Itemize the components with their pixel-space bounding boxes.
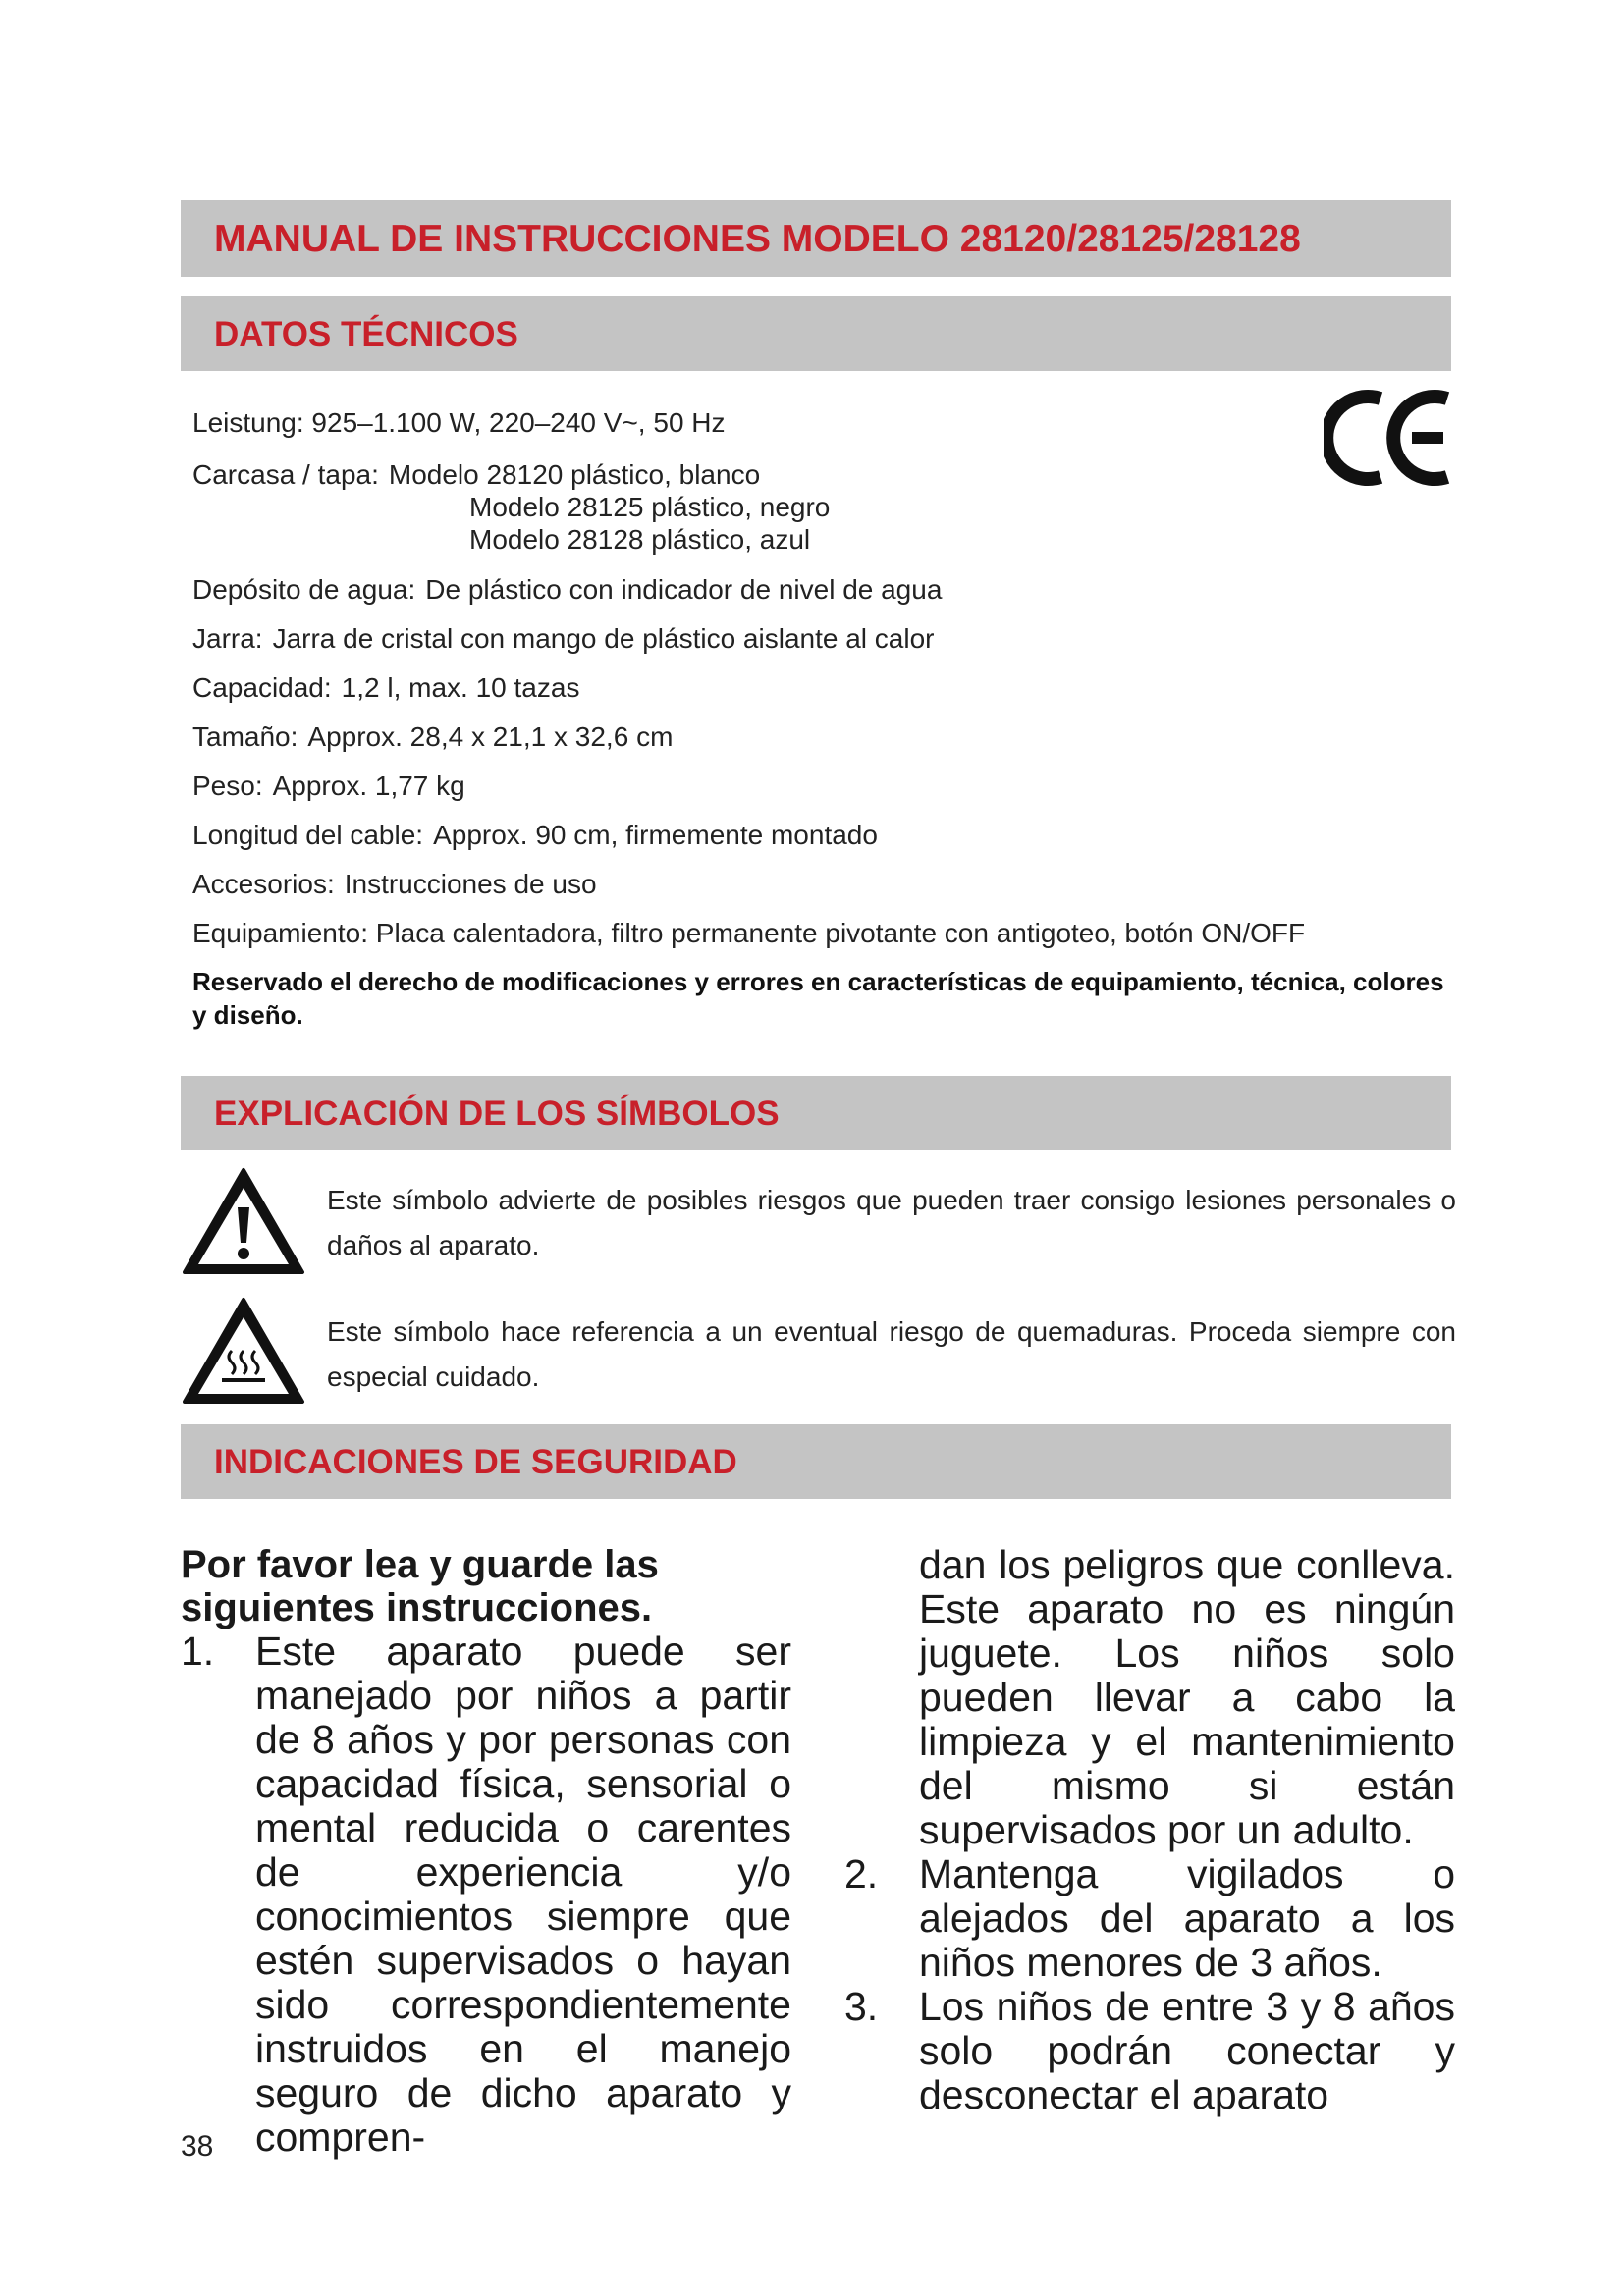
manual-title: MANUAL DE INSTRUCCIONES MODELO 28120/28125/28128 [214,218,1301,260]
warning-triangle-icon [181,1164,306,1278]
safety-item-2-text: Mantenga vigilados o alejados del aparato a los niños menores de 3 años. [919,1851,1455,1985]
spec-capacidad-label: Capacidad: [192,672,332,703]
safety-column-left [181,1543,791,2160]
spec-leistung: Leistung: 925–1.100 W, 220–240 V~, 50 Hz [192,407,726,438]
spec-accesorios [192,868,597,901]
spec-tamano [192,721,673,754]
safety-item-1-text: Este aparato puede ser manejado por niños a partir de 8 años y por personas con capacidad física, sensorial o mental reducida o carentes de experiencia y/o conocimientos siempre que estén supervisados o hayan sido correspondientemente instruidos en el manejo seguro de dicho aparato y compren- [255,1629,791,2160]
datos-tecnicos-heading: DATOS TÉCNICOS [214,315,518,353]
spec-cable-label: Longitud del cable: [192,820,424,850]
manual-title-band [181,200,1451,277]
spec-carcasa-model-1: Modelo 28120 plástico, blanco [388,459,761,490]
spec-carcasa-model-3: Modelo 28128 plástico, azul [469,524,811,555]
spec-jarra-value: Jarra de cristal con mango de plástico aislante al calor [272,623,935,654]
spec-jarra [192,622,934,656]
spec-deposito [192,573,942,607]
spec-accesorios-label: Accesorios: [192,869,335,899]
safety-column-right [844,1543,1455,2117]
seguridad-heading: INDICACIONES DE SEGURIDAD [214,1443,737,1481]
spec-carcasa [192,458,760,492]
spec-tamano-label: Tamaño: [192,721,298,752]
spec-carcasa-model-2: Modelo 28125 plástico, negro [469,492,831,522]
ce-mark-icon [1324,387,1455,489]
safety-item-3 [844,1985,1455,2117]
spec-cable-value: Approx. 90 cm, firmemente montado [433,820,878,850]
page-number: 38 [181,2130,214,2163]
safety-item-2 [844,1852,1455,1985]
spec-equipamiento: Equipamiento: Placa calentadora, filtro permanente pivotante con antigoteo, botón ON/OFF [192,918,1306,948]
spec-capacidad-value: 1,2 l, max. 10 tazas [341,672,580,703]
spec-tamano-value: Approx. 28,4 x 21,1 x 32,6 cm [307,721,674,752]
hot-surface-icon [181,1294,306,1408]
safety-item-1-number: 1. [181,1629,215,1674]
safety-item-1-continued [844,1543,1455,1852]
seguridad-band [181,1424,1451,1499]
spec-peso-value: Approx. 1,77 kg [272,771,465,801]
hot-surface-symbol-text: Este símbolo hace referencia a un eventual riesgo de quemaduras. Proceda siempre con especial cuidado. [327,1316,1456,1392]
simbolos-heading: EXPLICACIÓN DE LOS SÍMBOLOS [214,1095,780,1133]
safety-item-1-text-continued: dan los peligros que conlleva. Este aparato no es ningún juguete. Los niños solo pueden llevar a cabo la limpieza y el mantenimiento del mismo si están supervisados por un adulto. [919,1542,1455,1852]
safety-item-1 [181,1629,791,2160]
simbolos-band [181,1076,1451,1150]
safety-lead: Por favor lea y guarde las siguientes instrucciones. [181,1543,659,1629]
spec-capacidad [192,671,579,705]
spec-cable [192,819,878,852]
spec-deposito-label: Depósito de agua: [192,574,416,605]
safety-item-3-text: Los niños de entre 3 y 8 años solo podrán conectar y desconectar el aparato [919,1984,1455,2117]
spec-carcasa-label: Carcasa / tapa: [192,459,379,490]
safety-item-3-number: 3. [844,1984,879,2029]
spec-peso-label: Peso: [192,771,263,801]
spec-peso [192,770,465,803]
warning-symbol-text: Este símbolo advierte de posibles riesgos que pueden traer consigo lesiones personales o daños al aparato. [327,1185,1456,1260]
safety-item-2-number: 2. [844,1851,879,1896]
datos-tecnicos-band [181,296,1451,371]
spec-jarra-label: Jarra: [192,623,263,654]
spec-accesorios-value: Instrucciones de uso [344,869,597,899]
spec-deposito-value: De plástico con indicador de nivel de agua [425,574,943,605]
reserved-rights-note: Reservado el derecho de modificaciones y errores en características de equipamiento, técnica, colores y diseño. [192,967,1444,1030]
